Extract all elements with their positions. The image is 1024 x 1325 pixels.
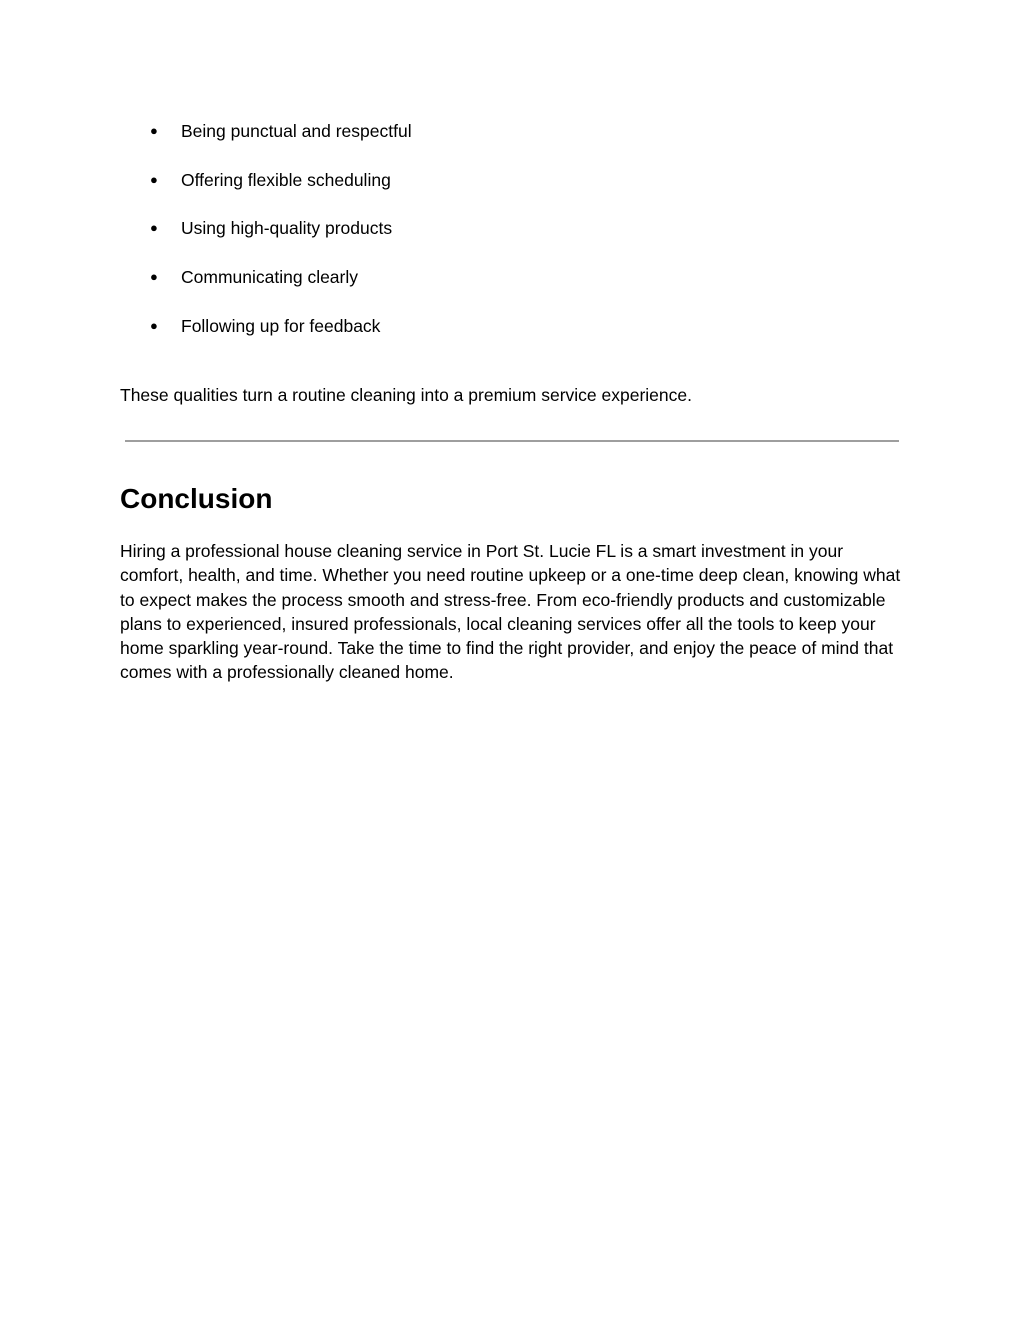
list-item-text: Following up for feedback (181, 315, 381, 336)
list-item (120, 312, 412, 361)
list-item-text: Offering flexible scheduling (181, 169, 391, 190)
conclusion-heading: Conclusion (120, 483, 273, 514)
summary-paragraph: These qualities turn a routine cleaning into a premium service experience. (120, 385, 692, 405)
bullet-icon: ● (150, 317, 158, 333)
bullet-icon: ● (150, 269, 158, 285)
list-item (120, 214, 412, 263)
list-item-text: Communicating clearly (181, 267, 359, 288)
bullet-icon: ● (150, 220, 158, 236)
list-item (120, 166, 412, 215)
list-item-text: Being punctual and respectful (181, 121, 412, 141)
conclusion-paragraph: Hiring a professional house cleaning service in Port St. Lucie FL is a smart investment in your comfort, health, and time. Whether you need routine upkeep or a one-time deep clean, knowing what to expect makes the process smooth and stress-free. From eco-friendly products and customizable plans to experienced, insured professionals, local cleaning services offer all the tools to keep your home sparkling year-round. Take the time to find the right provider, and enjoy the peace of mind that comes with a professionally cleaned home. (120, 541, 901, 683)
list-item (120, 117, 412, 166)
list-item-text: Using high-quality products (181, 218, 393, 239)
section-divider (125, 440, 899, 442)
bullet-icon: ● (150, 171, 158, 187)
bullet-icon: ● (150, 123, 158, 138)
list-item (120, 263, 412, 312)
qualities-list (120, 117, 412, 360)
